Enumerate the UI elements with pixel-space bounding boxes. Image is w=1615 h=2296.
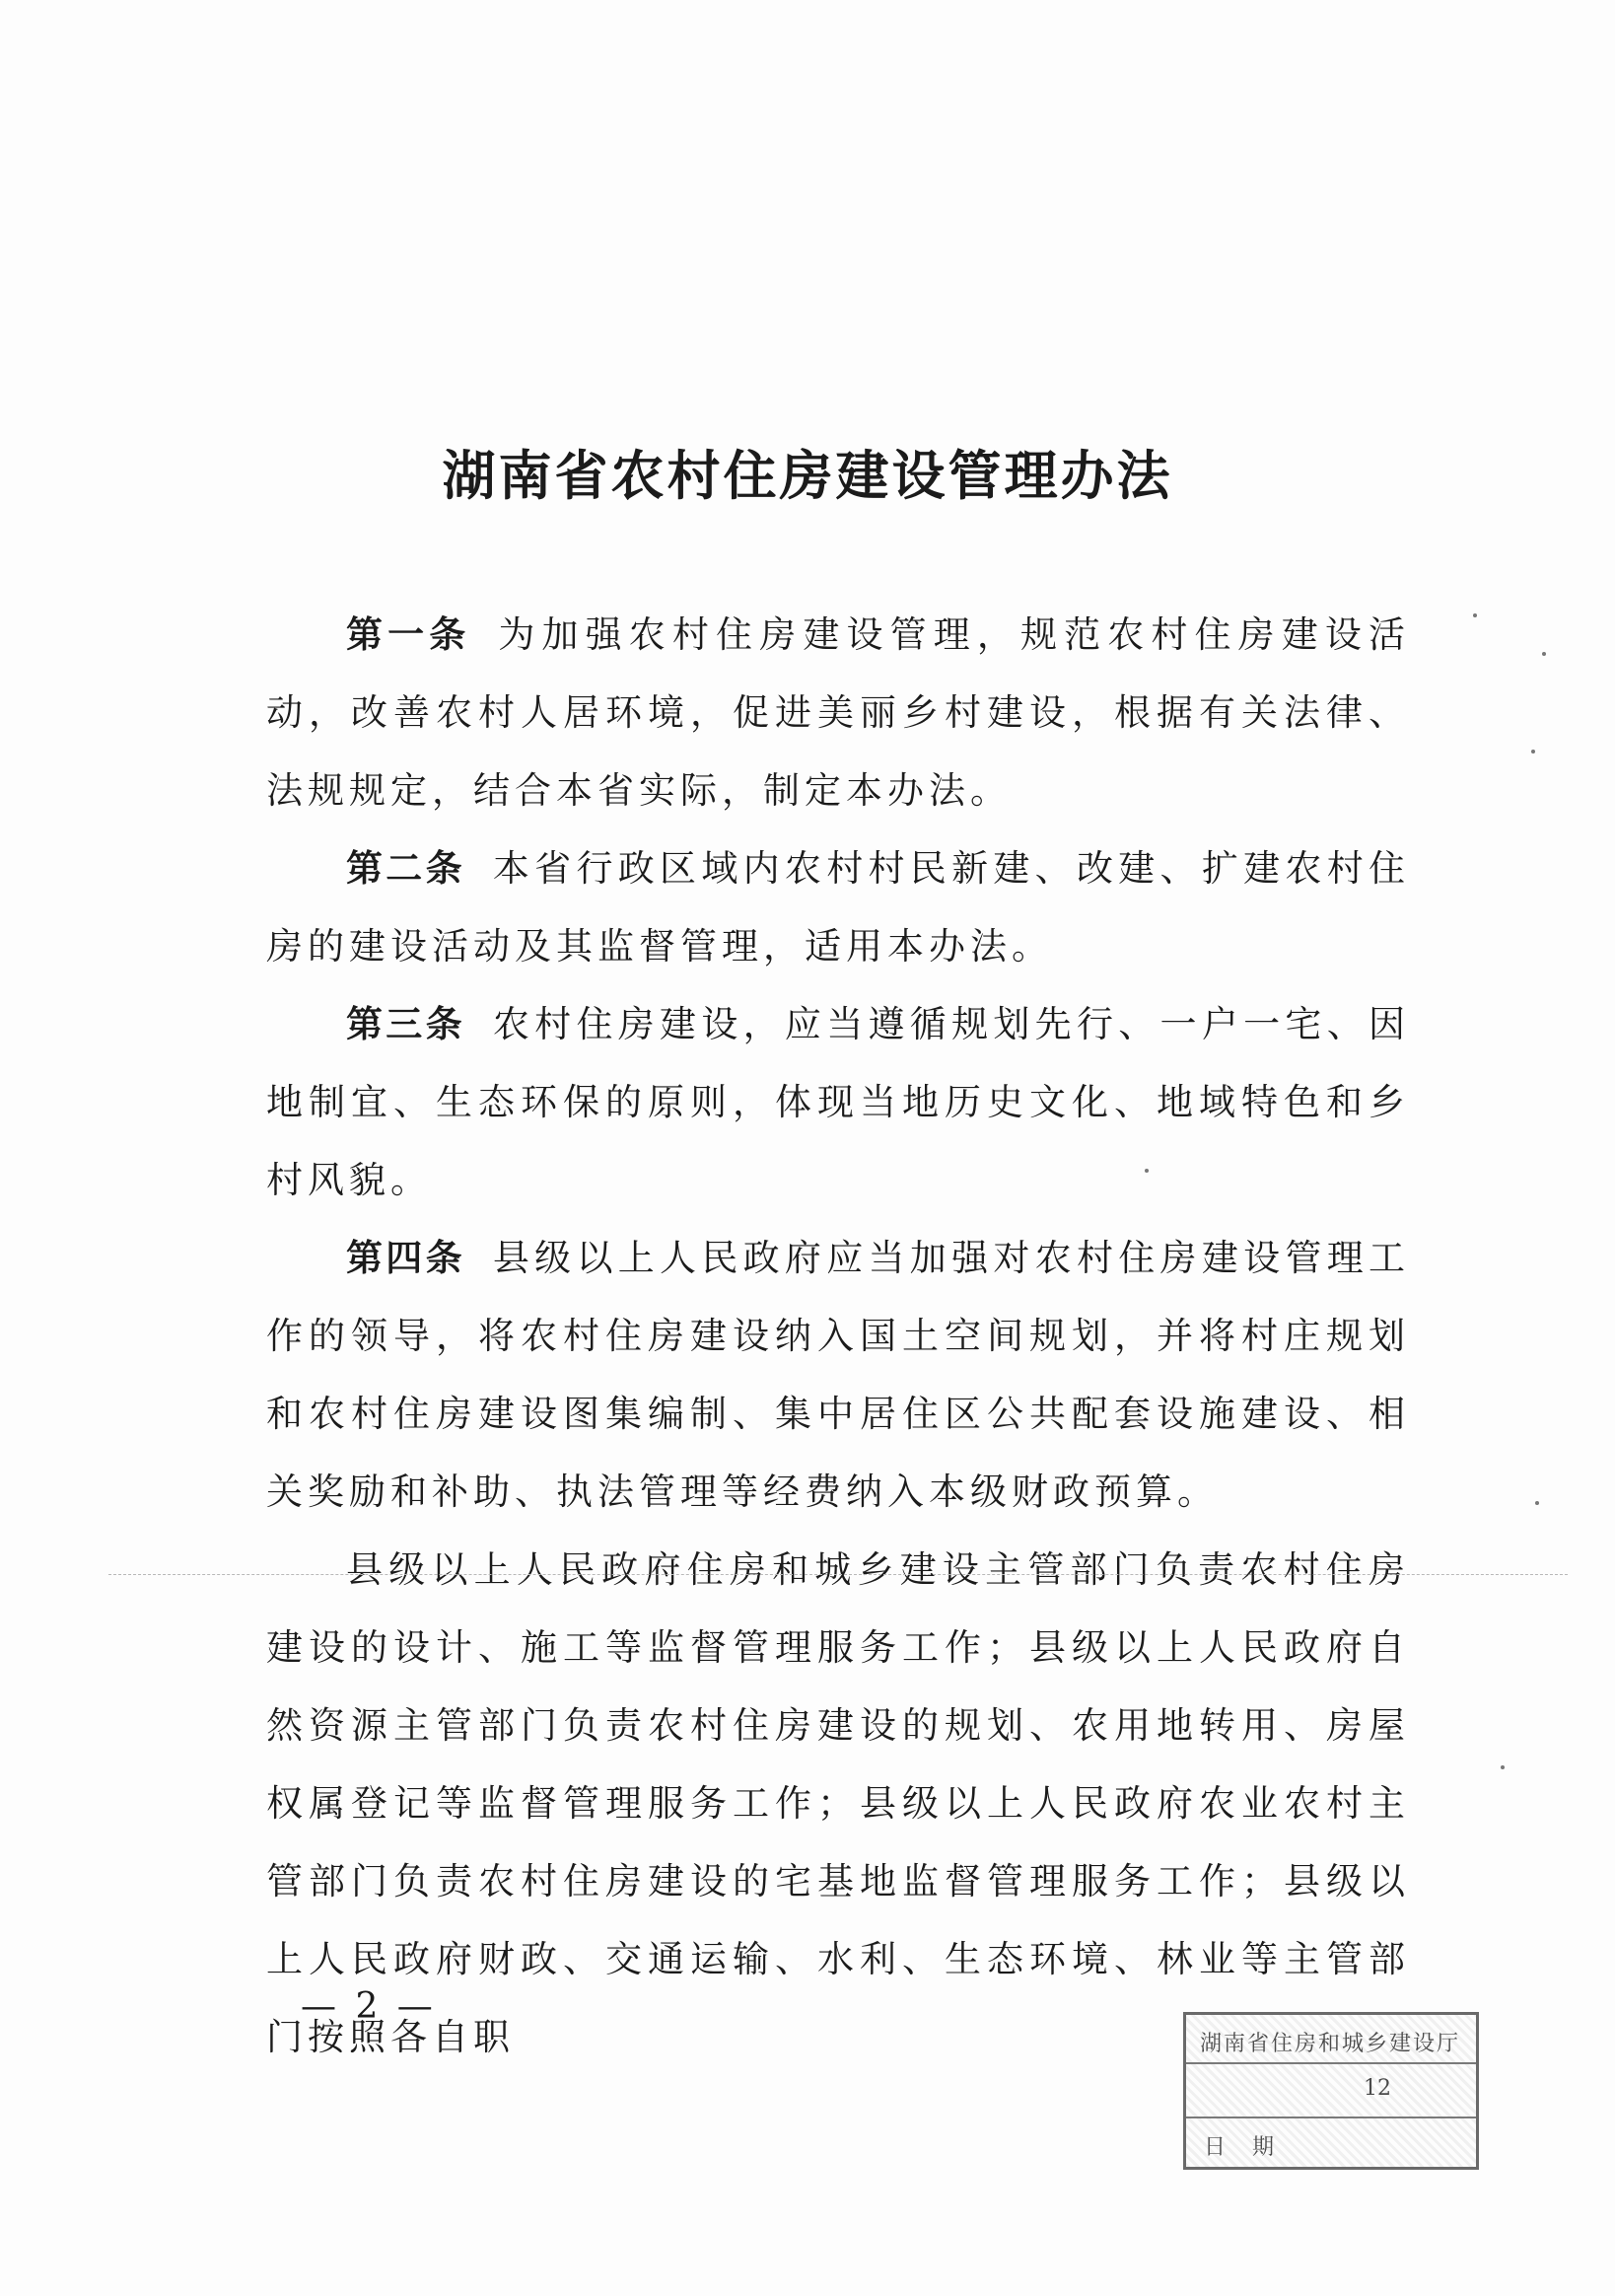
stamp-row bbox=[1186, 2015, 1476, 2064]
page-number: — 2 — bbox=[301, 1986, 437, 2027]
document-title: 湖南省农村住房建设管理办法 bbox=[442, 444, 1173, 507]
article-text: 为加强农村住房建设管理，规范农村住房建设活动，改善农村人居环境，促进美丽乡村建设，根据有关法律、法规规定，结合本省实际，制定本办法。 bbox=[266, 613, 1411, 812]
article-label: 第三条 bbox=[346, 1002, 465, 1045]
scan-speck bbox=[1145, 1169, 1149, 1173]
scan-speck bbox=[1531, 750, 1535, 753]
stamp-row bbox=[1186, 2118, 1476, 2170]
scan-speck bbox=[1535, 1501, 1539, 1505]
article-1 bbox=[266, 596, 1410, 829]
article-2 bbox=[266, 829, 1410, 985]
stamp-text: 日 期 bbox=[1204, 2135, 1284, 2160]
article-label: 第二条 bbox=[346, 846, 465, 890]
article-4 bbox=[266, 1219, 1410, 1531]
scan-speck bbox=[1501, 1765, 1505, 1769]
receipt-stamp bbox=[1183, 2012, 1479, 2170]
scan-artifact-line bbox=[108, 1574, 1568, 1575]
article-label: 第一条 bbox=[346, 612, 471, 656]
stamp-text: 12 bbox=[1364, 2076, 1391, 2101]
article-text: 农村住房建设，应当遵循规划先行、一户一宅、因地制宜、生态环保的原则，体现当地历史文化、地域特色和乡村风貌。 bbox=[266, 1003, 1410, 1201]
article-text: 县级以上人民政府应当加强对农村住房建设管理工作的领导，将农村住房建设纳入国土空间规划，并将村庄规划和农村住房建设图集编制、集中居住区公共配套设施建设、相关奖励和补助、执法管理等经费纳入本级财政预算。 bbox=[266, 1237, 1410, 1513]
article-4-paragraph-2: 县级以上人民政府住房和城乡建设主管部门负责农村住房建设的设计、施工等监督管理服务工作；县级以上人民政府自然资源主管部门负责农村住房建设的规划、农用地转用、房屋权属登记等监督管理服务工作；县级以上人民政府农业农村主管部门负责农村住房建设的宅基地监督管理服务工作；县级以上人民政府财政、交通运输、水利、生态环境、林业等主管部门按照各自职 bbox=[266, 1548, 1410, 2058]
stamp-text: 湖南省住房和城乡建设厅 bbox=[1200, 2032, 1461, 2056]
article-3 bbox=[266, 985, 1410, 1219]
article-text: 本省行政区域内农村村民新建、改建、扩建农村住房的建设活动及其监督管理，适用本办法。 bbox=[266, 847, 1410, 968]
scan-speck bbox=[1542, 652, 1546, 656]
scan-speck bbox=[1473, 613, 1477, 617]
document-body bbox=[266, 596, 1410, 2076]
stamp-row bbox=[1186, 2064, 1476, 2118]
article-label: 第四条 bbox=[346, 1236, 465, 1279]
